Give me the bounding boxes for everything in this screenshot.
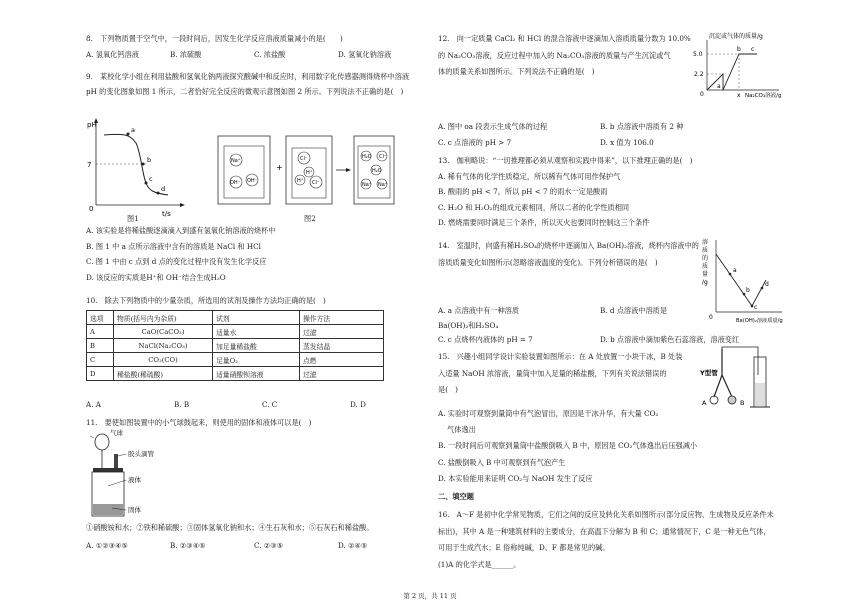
fig1-point-b: [142, 163, 145, 166]
q12-option-c[interactable]: C. c 点溶液的 pH > 7: [438, 137, 512, 147]
svg-text:0: 0: [709, 314, 713, 321]
q9-options: [86, 226, 275, 283]
svg-text:Na⁺: Na⁺: [378, 182, 388, 188]
q12-xlabel: Na₂CO₃溶液/g: [745, 93, 782, 99]
fig2-plus: +: [276, 163, 283, 172]
svg-text:Na⁺: Na⁺: [231, 158, 241, 164]
svg-text:的: 的: [702, 255, 709, 262]
q15-stem-line2: 入适量 NaOH 浓溶液，量筒中加入足量的稀盐酸，下列有关说法错误的: [438, 368, 667, 378]
q11-apparatus: [86, 428, 196, 520]
svg-text:质: 质: [702, 247, 709, 254]
q8-option-c[interactable]: C. 浓盐酸: [254, 49, 286, 59]
q15-apparatus: [700, 345, 785, 413]
q13-option-b[interactable]: B. 酸雨的 pH < 7，所以 pH < 7 的雨水一定是酸雨: [438, 187, 608, 196]
balloon-icon: [95, 434, 109, 450]
q15-option-a[interactable]: A. 实验时可观察到量筒中有气泡冒出，原因是干冰升华，有大量 CO₂: [438, 409, 659, 418]
table-header-row: 选项 物质(括号内为杂质) 试剂 操作方法: [87, 311, 384, 325]
table-row: C CO₂(CO) 足量O₂ 点燃: [87, 353, 384, 367]
q10-option-d[interactable]: D. D: [350, 400, 366, 409]
table-row: D 稀盐酸(稀硫酸) 适量硝酸钡溶液 过滤: [87, 367, 384, 381]
q16-line1: 16. A～F 是初中化学常见物质，它们之间的反应及转化关系如图所示(部分反应物、生成物及反应条件未: [438, 510, 774, 519]
svg-text:2.2: 2.2: [694, 71, 704, 78]
fig1-label-a: a: [131, 126, 135, 134]
q15-option-c[interactable]: C. 盐酸倒吸入 B 中可观察到有气泡产生: [438, 457, 566, 467]
q13-option-c[interactable]: C. H₂O 和 H₂O₂的组成元素相同，所以二者的化学性质相同: [438, 202, 630, 212]
q15-stem-line3: 是( ): [438, 385, 458, 394]
fig1-point-d: [157, 192, 160, 195]
q14-options: [438, 306, 778, 346]
q12-stem-line3: 体的质量关系如图所示。下列说法不正确的是( ): [438, 67, 595, 76]
q11-option-b[interactable]: B. ②③④⑤: [170, 541, 206, 550]
q9-stem-line2: pH 的变化图象如图 1 所示，二者恰好完全反应的微观示意图如图 2 所示。下列说法不正确的是( ): [86, 86, 404, 96]
q13-stem: 13. 伽利略说：“一切推理都必须从观察和实践中得来”，以下推理正确的是( ): [438, 156, 693, 165]
svg-text:质: 质: [702, 263, 709, 270]
q11-option-a[interactable]: A. ①②③④⑤: [86, 541, 128, 550]
svg-text:H⁺: H⁺: [306, 170, 313, 176]
fig1-ph-curve: [104, 134, 168, 195]
q10-options: [86, 400, 366, 411]
table-row: B NaCl(Na₂CO₃) 加足量稀盐酸 蒸发结晶: [87, 339, 384, 353]
svg-text:a: a: [717, 83, 721, 90]
q14-option-b-cont: Ba(OH)₂和H₂SO₄: [438, 320, 499, 330]
svg-text:5.0: 5.0: [693, 51, 703, 58]
q12-option-d[interactable]: D. x 值为 106.0: [600, 137, 654, 147]
q9-option-b[interactable]: B. 图 1 中 a 点所示溶液中含有的溶质是 NaCl 和 HCl: [86, 241, 261, 251]
q12-stem-line2: 的 Na₂CO₃溶液，反应过程中加入的 Na₂CO₃溶液的质量与产生沉淀或气: [438, 50, 671, 60]
fig1-ylabel: pH: [87, 121, 97, 129]
svg-text:/g: /g: [702, 279, 708, 286]
svg-text:A: A: [702, 399, 707, 407]
svg-text:x: x: [737, 92, 741, 99]
page-footer: 第 2 页，共 11 页: [403, 592, 457, 600]
label-solid: 固体: [128, 506, 141, 514]
q15-option-b[interactable]: B. 一段时间后可观察到量筒中盐酸倒吸入 B 中，原因是 CO₂气体逸出后压强减小: [438, 441, 698, 450]
q8-option-d[interactable]: D. 氢氧化钠溶液: [338, 49, 392, 59]
solid-layer: [93, 504, 123, 515]
fig1-point-a: [127, 133, 130, 136]
q10-option-c[interactable]: C. C: [262, 400, 278, 409]
q11-stem: 11. 要使如图装置中的小气球鼓起来，则使用的固体和液体可以是( ): [86, 418, 312, 427]
question-14: [438, 241, 699, 268]
q10-table: [86, 310, 384, 381]
question-13: [438, 156, 692, 229]
question-12: [438, 34, 691, 78]
q15-option-a-cont: 气体逸出: [447, 424, 476, 434]
svg-text:H₂O: H₂O: [372, 168, 382, 174]
label-dropper: 胶头滴管: [128, 450, 154, 458]
fig1-seven-label: 7: [87, 161, 92, 169]
q15-option-d[interactable]: D. 本实验能用来证明 CO₂与 NaOH 发生了反应: [438, 474, 593, 483]
section-heading: 二、填空题: [438, 492, 474, 501]
q15-options: [438, 409, 697, 485]
q12-option-b[interactable]: B. b 点溶液中溶质有 2 种: [600, 122, 684, 131]
q14-stem-line2: 溶质质量变化如图所示(忽略溶液温度的变化)。下列分析错误的是( ): [438, 257, 658, 267]
svg-text:H₂O: H₂O: [362, 154, 372, 160]
q12-options: [438, 122, 778, 148]
svg-text:H⁺: H⁺: [297, 178, 304, 184]
fig1-label-c: c: [149, 175, 153, 183]
svg-text:a: a: [733, 267, 737, 274]
svg-text:Cl⁻: Cl⁻: [312, 180, 320, 186]
q9-figure-1: [86, 113, 196, 223]
q8-option-a[interactable]: A. 氢氧化钙溶液: [86, 49, 139, 59]
q11-option-d[interactable]: D. ②④⑤: [338, 541, 368, 550]
q16-line2: 标出)，其中 A 是一种建筑材料的主要成分，在高温下分解为 B 和 C；通常情况下，C 是一种无色气体，: [438, 526, 771, 536]
question-8: [86, 34, 391, 60]
q10-option-a[interactable]: A. A: [86, 400, 101, 409]
q10-stem: 10. 除去下列物质中的少量杂质，所选用的试剂及操作方法均正确的是( ): [86, 296, 326, 305]
svg-text:b: b: [746, 287, 750, 294]
q8-option-b[interactable]: B. 浓硫酸: [170, 49, 202, 59]
svg-text:c: c: [754, 304, 758, 311]
q14-option-b[interactable]: B. d 点溶液中溶质是: [600, 306, 668, 315]
fig1-origin: 0: [89, 205, 94, 213]
q16-line4: (1)A 的化学式是______。: [438, 559, 521, 569]
svg-text:OH⁻: OH⁻: [230, 180, 241, 186]
svg-text:Cl⁻: Cl⁻: [300, 156, 308, 162]
svg-text:Cl⁻: Cl⁻: [379, 154, 387, 160]
q11-choices: ①硝酸铵和水；②铁和稀硫酸；③固体氢氧化钠和水；④生石灰和水；⑤石灰石和稀盐酸。: [86, 523, 374, 532]
question-15: [438, 352, 682, 396]
q9-stem-line1: 9. 某校化学小组在利用盐酸和氢氧化钠两液探究酸碱中和反应时，利用数字化传感器测得烧杯中溶液: [86, 72, 410, 81]
q14-curve: [716, 254, 766, 306]
svg-text:OH⁻: OH⁻: [247, 178, 258, 184]
q14-xlabel: Ba(OH)₂溶液质量/g: [736, 318, 783, 324]
label-balloon: 气球: [110, 429, 123, 437]
fig1-point-c: [145, 182, 148, 185]
q12-option-a[interactable]: A. 图中 oa 段表示生成气体的过程: [438, 122, 548, 131]
table-row: A CaO(CaCO₃) 适量水 过滤: [87, 325, 384, 339]
q9-option-d[interactable]: D. 该反应的实质是H⁺和 OH⁻结合生成H₂O: [86, 272, 226, 282]
q8-stem: 8. 下列物质置于空气中，一段时间后，因发生化学反应溶液质量减小的是( ): [86, 34, 343, 43]
svg-text:量: 量: [702, 271, 709, 278]
fig1-label-b: b: [147, 156, 152, 164]
q14-option-a[interactable]: A. a 点溶液中有一种溶质: [438, 306, 520, 315]
q9-fig1-caption: 图1: [127, 214, 139, 223]
q15-stem-line1: 15. 兴趣小组同学设计实验装置如图所示：在 A 处放置一小块干冰，B 处装: [438, 352, 683, 361]
q15-ytube-label: Y型管: [700, 369, 718, 377]
svg-text:B: B: [740, 399, 745, 407]
q12-precip-line: [723, 54, 757, 90]
q9-option-c[interactable]: C. 图 1 中由 c 点到 d 点的变化过程中没有发生化学反应: [86, 257, 267, 266]
q11-option-c[interactable]: C. ②③⑤: [254, 541, 284, 550]
q11-options: [86, 541, 367, 552]
q12-stem-line1: 12. 向一定质量 CaCl₂ 和 HCl 的混合溶液中逐滴加入溶质质量分数为 10.0%: [438, 34, 691, 43]
q10-option-b[interactable]: B. B: [174, 400, 190, 409]
q14-option-c[interactable]: C. c 点烧杯内液体的 pH = 7: [438, 335, 533, 344]
svg-text:溶: 溶: [702, 239, 709, 246]
q14-stem-line1: 14. 室温时，向盛有稀H₂SO₄的烧杯中逐滴加入 Ba(OH)₂溶液，烧杯内溶液中的: [438, 241, 699, 250]
question-9: [86, 72, 409, 97]
fig1-xlabel: t/s: [162, 210, 171, 218]
q12-graph: [693, 30, 783, 100]
q16-line3: 可用于生成汽水；E 俗称纯碱，D、F 都是常见的碱。: [438, 543, 610, 552]
q12-ylabel: 沉淀或气体的质量/g: [709, 33, 763, 40]
q9-figure-2: [212, 130, 397, 215]
question-16: [438, 510, 774, 570]
q13-option-d[interactable]: D. 燃烧需要同时满足三个条件，所以灭火也要同时控制这三个条件: [438, 218, 650, 227]
label-liquid: 液体: [128, 476, 141, 484]
q9-fig2-caption: 图2: [304, 214, 316, 223]
svg-text:c: c: [751, 46, 755, 53]
q13-option-a[interactable]: A. 稀有气体的化学性质稳定，所以稀有气体可用作保护气: [438, 171, 621, 181]
fig1-label-d: d: [161, 185, 166, 193]
svg-text:d: d: [765, 281, 769, 288]
svg-text:0: 0: [700, 91, 704, 98]
q14-option-d[interactable]: D. b 点溶液中滴加紫色石蕊溶液，溶液变红: [600, 335, 740, 344]
q8-options: [86, 50, 391, 61]
q9-option-a[interactable]: A. 该实验是将稀盐酸逐滴滴入到盛有氢氧化钠溶液的烧杯中: [86, 226, 276, 235]
svg-text:Na⁺: Na⁺: [362, 182, 372, 188]
svg-text:b: b: [737, 46, 741, 53]
